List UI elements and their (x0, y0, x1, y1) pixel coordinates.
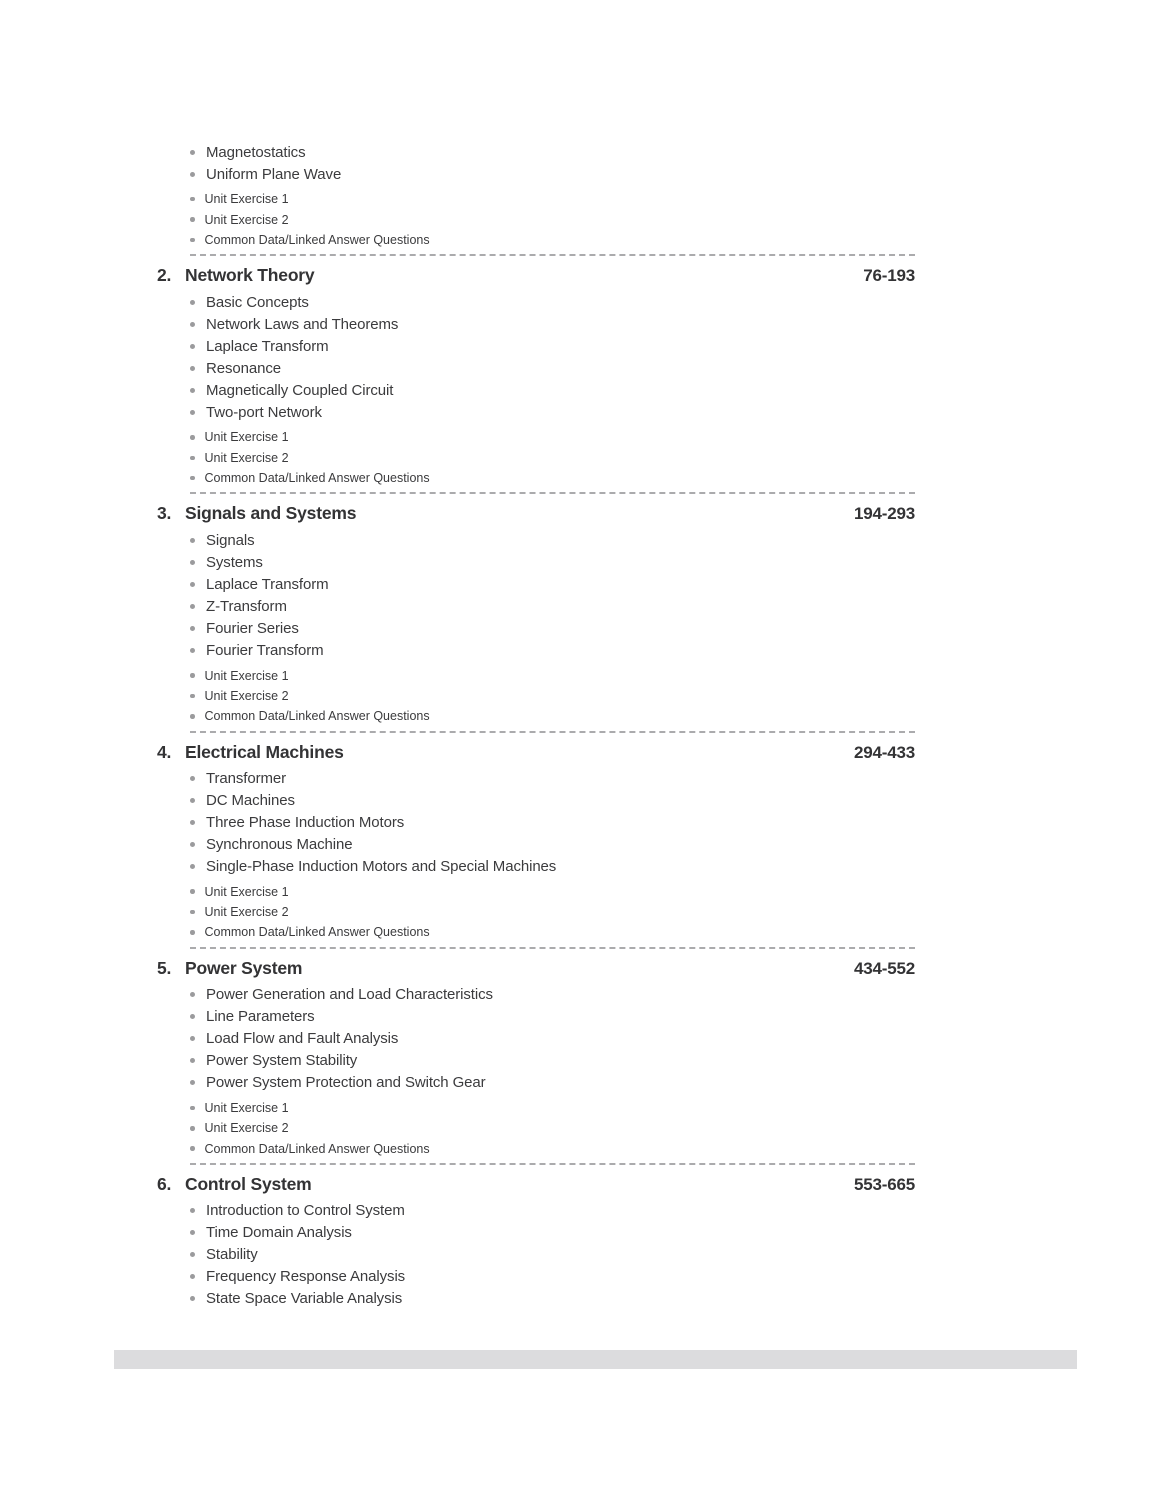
bullet-icon (190, 776, 195, 781)
bullet-icon (190, 582, 195, 587)
topic-item (157, 639, 915, 661)
bullet-icon (190, 714, 195, 719)
bullet-icon (190, 1252, 195, 1257)
bullet-icon (190, 344, 195, 349)
topic-label: Line Parameters (206, 1008, 315, 1026)
topic-item (157, 1006, 915, 1028)
exercise-item (157, 1118, 915, 1138)
exercise-label: Unit Exercise 2 (204, 212, 289, 227)
topic-item (157, 401, 915, 423)
exercise-item (157, 189, 915, 209)
section-heading (157, 1172, 915, 1196)
topic-label: Magnetostatics (206, 143, 306, 161)
bullet-icon (190, 1230, 195, 1235)
bullet-icon (190, 1274, 195, 1279)
topic-item (157, 1050, 915, 1072)
bullet-icon (190, 648, 195, 653)
topic-label: Basic Concepts (206, 293, 309, 311)
topic-label: Fourier Series (206, 619, 299, 637)
topic-label: Two-port Network (206, 403, 322, 421)
topic-item (157, 141, 915, 163)
bullet-icon (190, 476, 195, 481)
spacer (157, 1159, 915, 1161)
topic-label: Time Domain Analysis (206, 1224, 352, 1242)
topic-label: State Space Variable Analysis (206, 1290, 403, 1308)
section-page-range: 553-665 (854, 1174, 915, 1194)
topic-item (157, 1266, 915, 1288)
section-number: 3. (157, 503, 172, 524)
topic-item (157, 335, 915, 357)
bullet-icon (190, 560, 195, 565)
topic-item (157, 595, 915, 617)
bullet-icon (190, 366, 195, 371)
toc-content (157, 141, 915, 1310)
bullet-icon (190, 864, 195, 869)
topics-group (157, 141, 915, 185)
exercise-label: Unit Exercise 2 (204, 688, 289, 703)
bullet-icon (190, 1296, 195, 1301)
topic-label: Systems (206, 553, 263, 571)
bullet-icon (190, 842, 195, 847)
topic-item (157, 1244, 915, 1266)
spacer (157, 727, 915, 729)
bullet-icon (190, 388, 195, 393)
bullet-icon (190, 910, 195, 915)
bullet-icon (190, 992, 195, 997)
exercise-label: Unit Exercise 1 (204, 1100, 289, 1115)
spacer (157, 250, 915, 252)
dashed-divider (190, 947, 915, 949)
bullet-icon (190, 1106, 195, 1111)
topics-group (157, 984, 915, 1094)
dashed-divider (190, 492, 915, 494)
topic-item (157, 1072, 915, 1094)
bullet-icon (190, 197, 195, 202)
topic-item (157, 313, 915, 335)
exercise-item (157, 706, 915, 726)
section-title: Electrical Machines (185, 741, 344, 762)
bullet-icon (190, 150, 195, 155)
section-title: Signals and Systems (185, 503, 357, 524)
dashed-divider (190, 1163, 915, 1165)
topic-item (157, 1200, 915, 1222)
topic-item (157, 984, 915, 1006)
exercise-item (157, 902, 915, 922)
bullet-icon (190, 217, 195, 222)
exercise-group (157, 882, 915, 943)
topics-group (157, 291, 915, 423)
exercise-label: Unit Exercise 2 (204, 450, 289, 465)
bullet-icon (190, 1036, 195, 1041)
topic-item (157, 529, 915, 551)
exercise-item (157, 882, 915, 902)
section-number: 4. (157, 741, 172, 762)
exercise-label: Unit Exercise 1 (204, 192, 289, 207)
bullet-icon (190, 798, 195, 803)
bullet-icon (190, 1126, 195, 1131)
dashed-divider (190, 731, 915, 733)
exercise-item (157, 427, 915, 447)
bullet-icon (190, 410, 195, 415)
exercise-item (157, 922, 915, 942)
topic-label: Laplace Transform (206, 337, 329, 355)
exercise-item (157, 686, 915, 706)
bullet-icon (190, 930, 195, 935)
bullet-icon (190, 626, 195, 631)
topic-label: Single-Phase Induction Motors and Special Machines (206, 858, 557, 876)
topic-label: Power System Protection and Switch Gear (206, 1074, 486, 1092)
bullet-icon (190, 435, 195, 440)
exercise-item (157, 209, 915, 229)
bullet-icon (190, 1058, 195, 1063)
section-page-range: 294-433 (854, 742, 915, 762)
topic-label: Load Flow and Fault Analysis (206, 1030, 399, 1048)
section-page-range: 194-293 (854, 504, 915, 524)
topic-item (157, 573, 915, 595)
topic-label: Fourier Transform (206, 641, 324, 659)
exercise-group (157, 665, 915, 726)
exercise-label: Unit Exercise 2 (204, 905, 289, 920)
topic-item (157, 768, 915, 790)
bullet-icon (190, 238, 195, 243)
topic-label: Z-Transform (206, 597, 287, 615)
topic-item (157, 163, 915, 185)
bullet-icon (190, 889, 195, 894)
exercise-item (157, 468, 915, 488)
topic-item (157, 1028, 915, 1050)
exercise-item (157, 1098, 915, 1118)
bullet-icon (190, 322, 195, 327)
section-title: Control System (185, 1173, 312, 1194)
topic-label: Transformer (206, 770, 287, 788)
topics-group (157, 529, 915, 661)
topic-label: Stability (206, 1246, 258, 1264)
topic-label: Power System Stability (206, 1052, 358, 1070)
topic-label: Introduction to Control System (206, 1202, 405, 1220)
topic-item (157, 834, 915, 856)
exercise-item (157, 1138, 915, 1158)
exercise-label: Unit Exercise 1 (204, 884, 289, 899)
bullet-icon (190, 1080, 195, 1085)
topic-item (157, 812, 915, 834)
section-title: Power System (185, 957, 303, 978)
section-number: 5. (157, 957, 172, 978)
exercise-item (157, 665, 915, 685)
bullet-icon (190, 456, 195, 461)
section-heading (157, 956, 915, 980)
exercise-label: Common Data/Linked Answer Questions (204, 232, 430, 247)
section-title: Network Theory (185, 265, 315, 286)
exercise-label: Common Data/Linked Answer Questions (204, 925, 430, 940)
bullet-icon (190, 1146, 195, 1151)
bullet-icon (190, 1208, 195, 1213)
bullet-icon (190, 820, 195, 825)
spacer (157, 488, 915, 490)
topic-item (157, 1288, 915, 1310)
section-page-range: 76-193 (863, 266, 915, 286)
footer-bar (114, 1350, 1077, 1369)
bullet-icon (190, 172, 195, 177)
topic-item (157, 790, 915, 812)
topic-label: Network Laws and Theorems (206, 315, 399, 333)
topic-label: Frequency Response Analysis (206, 1268, 406, 1286)
spacer (157, 943, 915, 945)
topic-label: Signals (206, 531, 255, 549)
exercise-label: Unit Exercise 1 (204, 668, 289, 683)
exercise-group (157, 427, 915, 488)
section-page-range: 434-552 (854, 958, 915, 978)
section-heading (157, 740, 915, 764)
exercise-label: Common Data/Linked Answer Questions (204, 471, 430, 486)
topic-item (157, 856, 915, 878)
topic-label: Synchronous Machine (206, 836, 353, 854)
topics-group (157, 1200, 915, 1310)
topics-group (157, 768, 915, 878)
topic-label: Laplace Transform (206, 575, 329, 593)
exercise-item (157, 448, 915, 468)
topic-item (157, 551, 915, 573)
exercise-item (157, 230, 915, 250)
topic-item (157, 1222, 915, 1244)
topic-label: Three Phase Induction Motors (206, 814, 405, 832)
dashed-divider (190, 254, 915, 256)
exercise-label: Common Data/Linked Answer Questions (204, 1141, 430, 1156)
topic-item (157, 617, 915, 639)
bullet-icon (190, 538, 195, 543)
bullet-icon (190, 694, 195, 699)
exercise-group (157, 1098, 915, 1159)
topic-item (157, 357, 915, 379)
topic-label: Magnetically Coupled Circuit (206, 381, 394, 399)
bullet-icon (190, 300, 195, 305)
topic-label: Power Generation and Load Characteristics (206, 986, 493, 1004)
exercise-group (157, 189, 915, 250)
topic-label: Resonance (206, 359, 281, 377)
bullet-icon (190, 673, 195, 678)
topic-label: DC Machines (206, 792, 295, 810)
section-heading (157, 501, 915, 525)
exercise-label: Unit Exercise 1 (204, 430, 289, 445)
exercise-label: Common Data/Linked Answer Questions (204, 709, 430, 724)
topic-label: Uniform Plane Wave (206, 165, 342, 183)
topic-item (157, 379, 915, 401)
topic-item (157, 291, 915, 313)
bullet-icon (190, 604, 195, 609)
bullet-icon (190, 1014, 195, 1019)
exercise-label: Unit Exercise 2 (204, 1121, 289, 1136)
section-heading (157, 263, 915, 287)
section-number: 2. (157, 265, 172, 286)
section-number: 6. (157, 1173, 172, 1194)
